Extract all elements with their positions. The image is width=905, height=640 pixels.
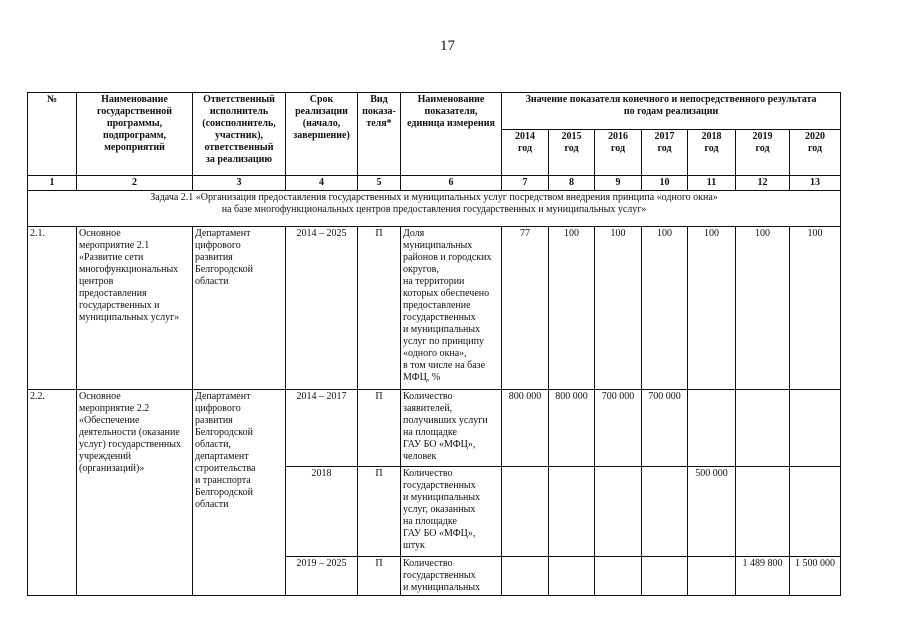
value-cell: 100 — [595, 227, 642, 390]
column-number: 1 — [28, 176, 77, 191]
indicator-name: Количество заявителей, получивших услуги на площадке ГАУ БО «МФЦ», человек — [401, 390, 502, 467]
value-cell — [642, 557, 688, 596]
indicator-kind: П — [358, 227, 401, 390]
value-cell: 100 — [642, 227, 688, 390]
value-cell: 700 000 — [595, 390, 642, 467]
value-cell — [502, 557, 549, 596]
indicators-table — [27, 92, 841, 596]
indicator-kind: П — [358, 467, 401, 557]
term: 2014 – 2025 — [286, 227, 358, 390]
column-number: 4 — [286, 176, 358, 191]
value-cell: 800 000 — [549, 390, 595, 467]
executor: Департамент цифрового развития Белгородской области, департамент строительства и транспорта Белгородской области — [193, 390, 286, 596]
value-cell — [549, 557, 595, 596]
term: 2014 – 2017 — [286, 390, 358, 467]
value-cell: 1 500 000 — [790, 557, 841, 596]
task-heading: Задача 2.1 «Организация предоставления государственных и муниципальных услуг посредством внедрения принципа «одного окна» на базе многофункциональных центров предоставления государственных и муниципальных услуг» — [28, 191, 841, 227]
term: 2019 – 2025 — [286, 557, 358, 596]
indicator-name: Доля муниципальных районов и городских округов, на территории которых обеспечено предоставление государственных и муниципальных услуг по принципу «одного окна», в том числе на базе МФЦ, % — [401, 227, 502, 390]
executor: Департамент цифрового развития Белгородской области — [193, 227, 286, 390]
column-number: 3 — [193, 176, 286, 191]
value-cell — [595, 557, 642, 596]
header-term: Срок реализации (начало, завершение) — [286, 93, 358, 176]
indicator-kind: П — [358, 557, 401, 596]
value-cell — [688, 557, 736, 596]
value-cell: 500 000 — [688, 467, 736, 557]
value-cell — [688, 390, 736, 467]
header-year: 2019 год — [736, 130, 790, 176]
term: 2018 — [286, 467, 358, 557]
header-indicator: Наименование показателя, единица измерения — [401, 93, 502, 176]
column-number: 2 — [77, 176, 193, 191]
value-cell: 800 000 — [502, 390, 549, 467]
header-num: № — [28, 93, 77, 176]
column-numbers-row — [28, 176, 841, 191]
value-cell — [790, 390, 841, 467]
page-number: 17 — [440, 38, 455, 54]
header-year: 2014 год — [502, 130, 549, 176]
value-cell: 1 489 800 — [736, 557, 790, 596]
header-year: 2015 год — [549, 130, 595, 176]
column-number: 7 — [502, 176, 549, 191]
column-number: 8 — [549, 176, 595, 191]
value-cell: 100 — [549, 227, 595, 390]
header-name: Наименование государственной программы, подпрограмм, мероприятий — [77, 93, 193, 176]
value-cell — [736, 467, 790, 557]
value-cell: 100 — [736, 227, 790, 390]
value-cell: 100 — [688, 227, 736, 390]
column-number: 12 — [736, 176, 790, 191]
column-number: 13 — [790, 176, 841, 191]
column-number: 11 — [688, 176, 736, 191]
value-cell — [642, 467, 688, 557]
value-cell — [502, 467, 549, 557]
row-number: 2.2. — [28, 390, 77, 596]
column-number: 10 — [642, 176, 688, 191]
header-kind: Вид показа- теля* — [358, 93, 401, 176]
activity-name: Основное мероприятие 2.2 «Обеспечение деятельности (оказание услуг) государственных учреждений (организаций)» — [77, 390, 193, 596]
value-cell: 77 — [502, 227, 549, 390]
header-year: 2020 год — [790, 130, 841, 176]
header-value-group: Значение показателя конечного и непосредственного результата по годам реализации — [502, 93, 841, 130]
table-row — [28, 227, 841, 390]
header-executor: Ответственный исполнитель (соисполнитель, участник), ответственный за реализацию — [193, 93, 286, 176]
row-number: 2.1. — [28, 227, 77, 390]
value-cell — [790, 467, 841, 557]
column-number: 5 — [358, 176, 401, 191]
value-cell — [736, 390, 790, 467]
activity-name: Основное мероприятие 2.1 «Развитие сети многофункциональных центров предоставления государственных и муниципальных услуг» — [77, 227, 193, 390]
indicator-name: Количество государственных и муниципальных — [401, 557, 502, 596]
indicator-kind: П — [358, 390, 401, 467]
column-number: 9 — [595, 176, 642, 191]
header-year: 2017 год — [642, 130, 688, 176]
value-cell — [595, 467, 642, 557]
value-cell: 100 — [790, 227, 841, 390]
column-number: 6 — [401, 176, 502, 191]
indicator-name: Количество государственных и муниципальных услуг, оказанных на площадке ГАУ БО «МФЦ», штук — [401, 467, 502, 557]
value-cell — [549, 467, 595, 557]
header-year: 2016 год — [595, 130, 642, 176]
table-row — [28, 390, 841, 467]
header-year: 2018 год — [688, 130, 736, 176]
value-cell: 700 000 — [642, 390, 688, 467]
